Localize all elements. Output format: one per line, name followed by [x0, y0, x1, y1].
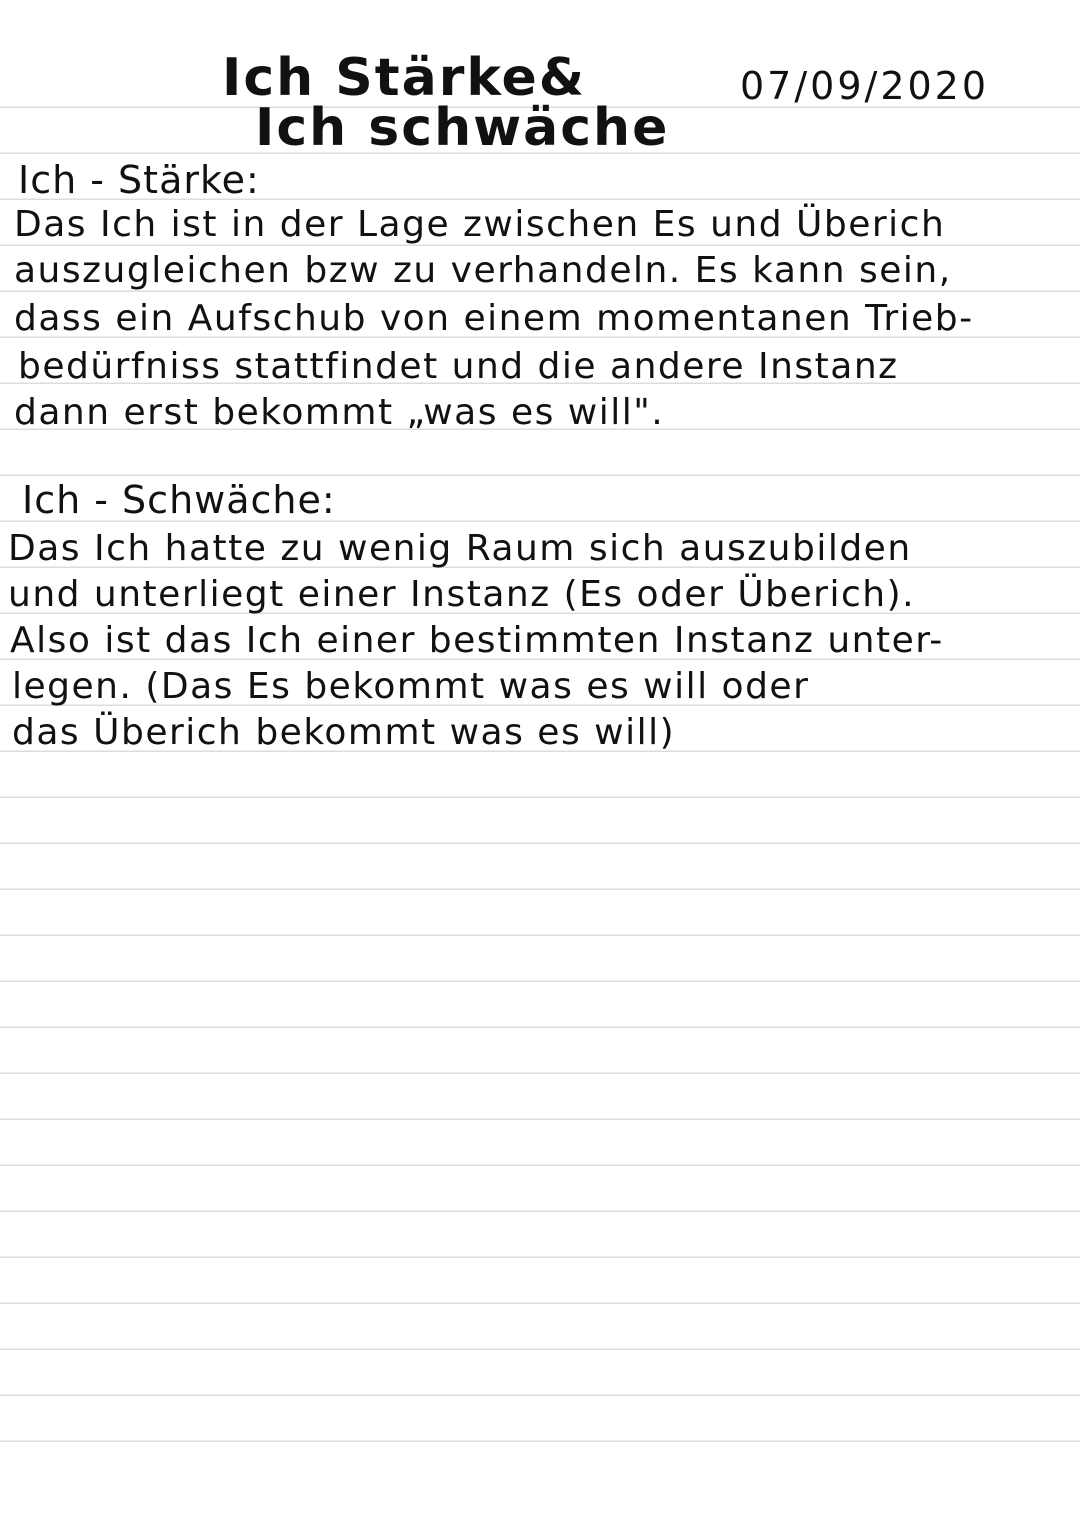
section-heading-schwaeche: Ich - Schwäche: [22, 478, 336, 522]
page-title-line-2: Ich schwäche [255, 98, 670, 158]
date: 07/09/2020 [740, 64, 990, 108]
section-heading-staerke: Ich - Stärke: [18, 158, 260, 202]
text-line: Das Ich ist in der Lage zwischen Es und Überich [14, 204, 946, 245]
text-line: und unterliegt einer Instanz (Es oder Überich). [8, 574, 916, 615]
text-line: dann erst bekommt „was es will". [14, 392, 665, 433]
text-line: dass ein Aufschub von einem momentanen Trieb- [14, 298, 974, 339]
text-line: auszugleichen bzw zu verhandeln. Es kann sein, [14, 250, 952, 291]
text-line: Das Ich hatte zu wenig Raum sich auszubilden [8, 528, 912, 569]
page-title-line-1: Ich Stärke& [222, 48, 587, 108]
text-line: das Überich bekommt was es will) [12, 712, 676, 753]
text-line: Also ist das Ich einer bestimmten Instanz unter- [10, 620, 944, 661]
text-line: legen. (Das Es bekommt was es will oder [12, 666, 810, 707]
text-line: bedürfniss stattfindet und die andere Instanz [18, 346, 899, 387]
